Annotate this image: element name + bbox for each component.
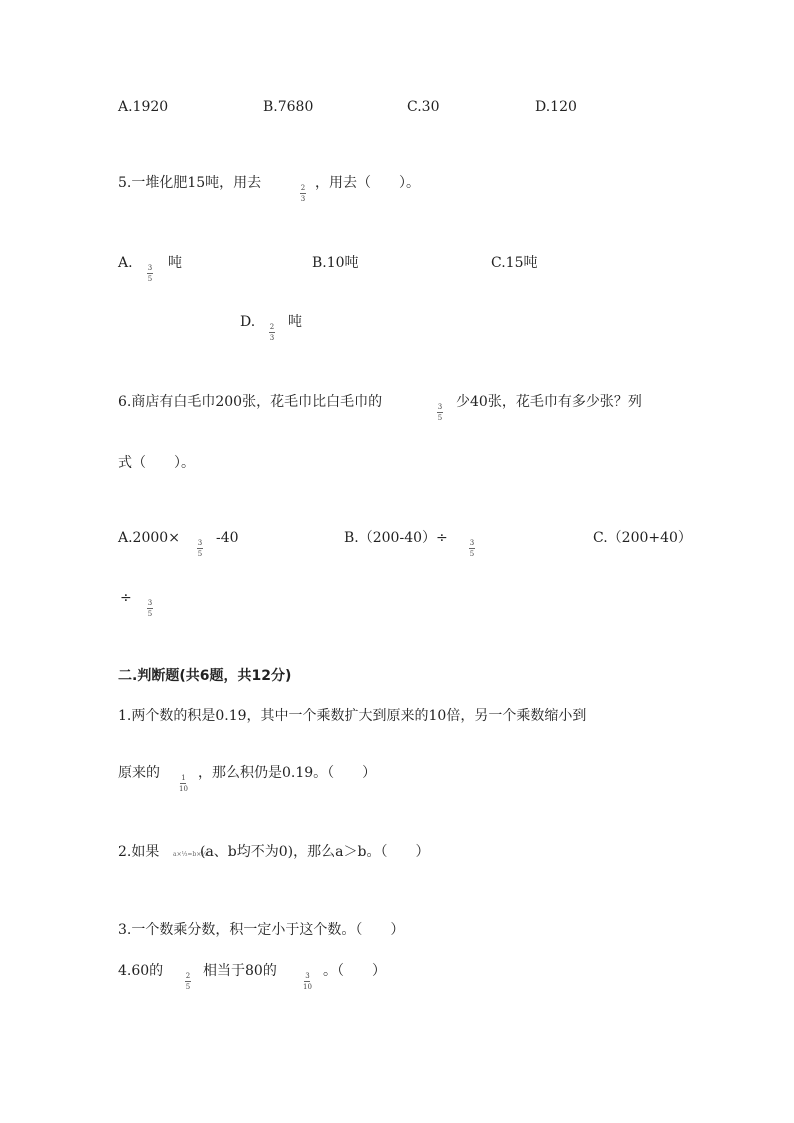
q4-option-b[interactable]: B.7680 bbox=[263, 99, 314, 115]
j4-text-b: 相当于80的 bbox=[203, 963, 277, 979]
j4-text-a: 4.60的 bbox=[118, 963, 164, 979]
j4-fraction-1: 2 5 bbox=[185, 972, 191, 991]
q6-option-a-fraction: 3 5 bbox=[197, 539, 203, 558]
q5-option-a-fraction: 3 5 bbox=[147, 264, 153, 283]
j1-line1: 1.两个数的积是0.19，其中一个乘数扩大到原来的10倍，另一个乘数缩小到 bbox=[118, 708, 587, 724]
j2-text-b: (a、b均不为0)，那么a＞b。（ ） bbox=[200, 844, 430, 860]
q6-stem-a: 6.商店有白毛巾200张，花毛巾比白毛巾的 bbox=[118, 394, 383, 410]
q6-stem-c: 式（ ）。 bbox=[118, 455, 195, 471]
q5-option-d-fraction: 2 3 bbox=[269, 323, 275, 342]
q6-option-a[interactable]: A.2000× bbox=[118, 530, 180, 546]
q5-option-d-unit: 吨 bbox=[288, 314, 302, 330]
q5-stem-a: 5.一堆化肥15吨，用去 bbox=[118, 175, 262, 191]
j1-fraction: 1 10 bbox=[179, 774, 188, 793]
q5-option-a[interactable]: A. bbox=[118, 255, 133, 271]
q6-option-b-fraction: 3 5 bbox=[469, 539, 475, 558]
q6-option-b[interactable]: B.（200-40）÷ bbox=[344, 530, 448, 546]
q6-stem-b: 少40张，花毛巾有多少张？列 bbox=[456, 394, 642, 410]
q4-option-c[interactable]: C.30 bbox=[407, 99, 440, 115]
q5-fraction: 2 3 bbox=[300, 184, 306, 203]
j2-text-a: 2.如果 bbox=[118, 844, 160, 860]
q5-option-a-unit: 吨 bbox=[168, 255, 182, 271]
q6-fraction: 3 5 bbox=[437, 403, 443, 422]
q5-option-b[interactable]: B.10吨 bbox=[312, 255, 359, 271]
q6-option-c-continued: ÷ bbox=[120, 590, 132, 606]
q5-stem-b: ，用去（ ）。 bbox=[315, 175, 420, 191]
j3-text: 3.一个数乘分数，积一定小于这个数。（ ） bbox=[118, 922, 405, 938]
j4-fraction-2: 3 10 bbox=[303, 972, 312, 991]
j2-formula: a×⅓=b×¼ bbox=[173, 851, 208, 858]
q5-option-d[interactable]: D. bbox=[240, 314, 256, 330]
j1-line2-b: ，那么积仍是0.19。（ ） bbox=[198, 765, 377, 781]
j4-text-c: 。（ ） bbox=[323, 963, 386, 979]
q6-option-c[interactable]: C.（200+40） bbox=[593, 530, 692, 546]
q5-option-c[interactable]: C.15吨 bbox=[491, 255, 538, 271]
q4-option-a[interactable]: A.1920 bbox=[118, 99, 169, 115]
q6-option-a-tail: -40 bbox=[216, 530, 239, 546]
q6-option-c-fraction: 3 5 bbox=[147, 599, 153, 618]
j1-line2-a: 原来的 bbox=[118, 765, 160, 781]
q4-option-d[interactable]: D.120 bbox=[535, 99, 577, 115]
section-title: 二.判断题(共6题，共12分) bbox=[118, 668, 292, 684]
